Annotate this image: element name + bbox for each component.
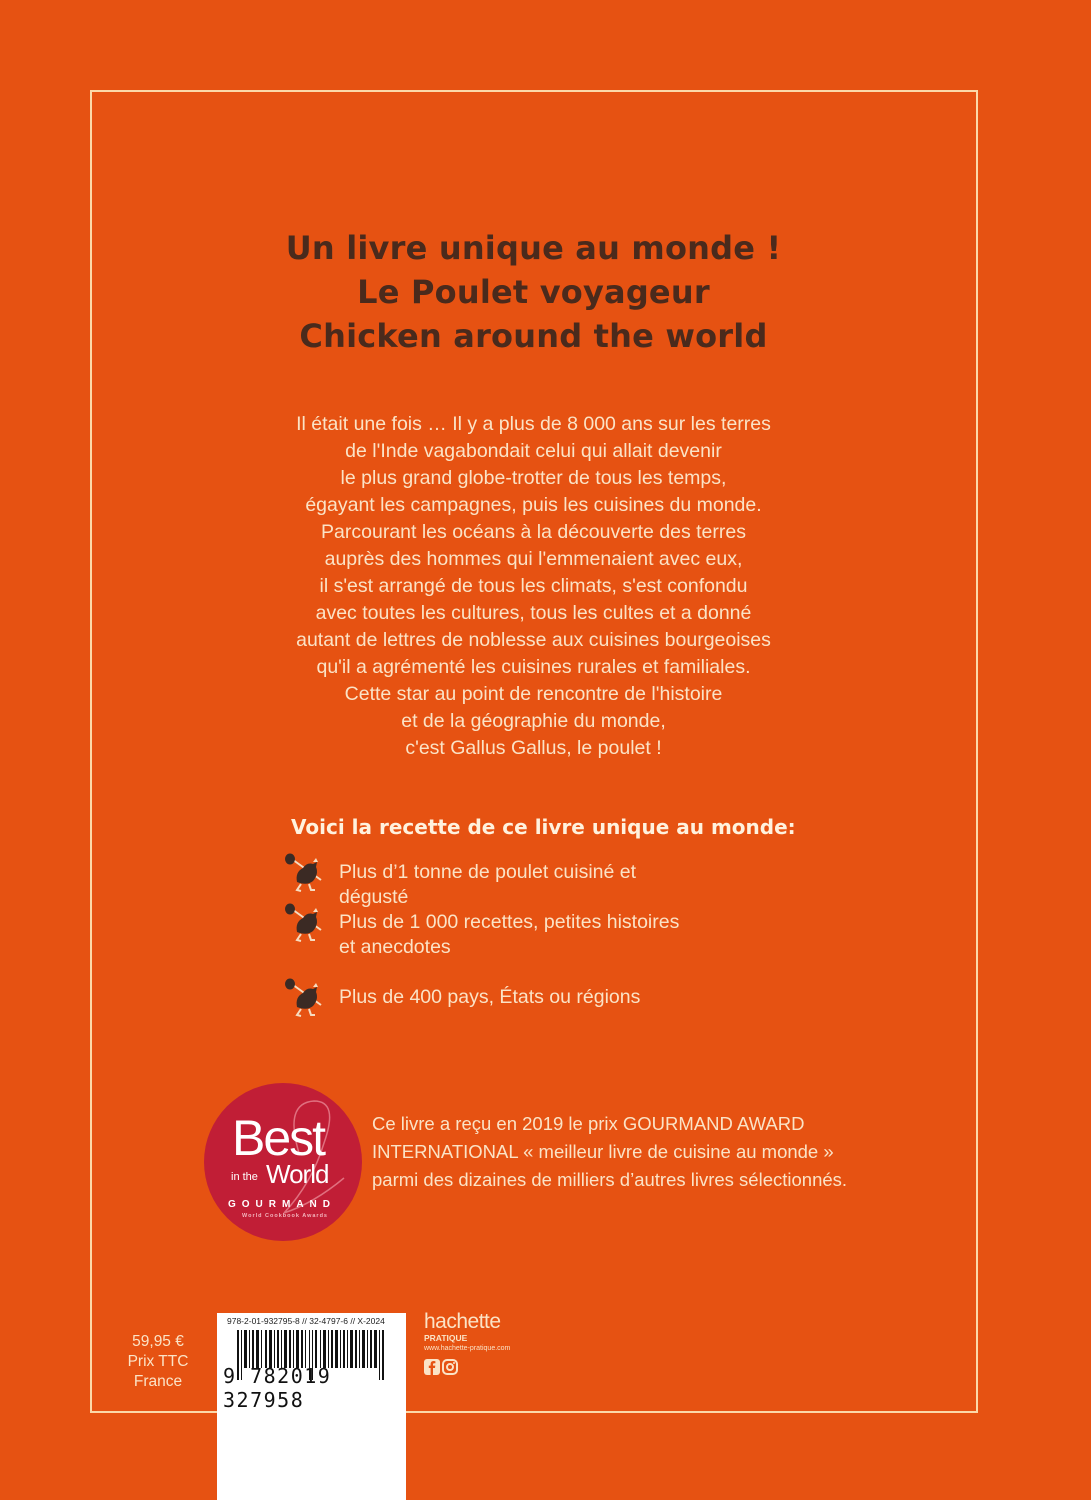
intro-line: Parcourant les océans à la découverte des terres [321,521,746,543]
headline-line-2: Le Poulet voyageur [357,273,710,311]
instagram-icon[interactable] [442,1359,458,1375]
recipe-title: Voici la recette de ce livre unique au monde: [291,815,796,839]
traveling-chicken-icon [283,900,329,946]
isbn-codes: 978-2-01-932795-8 // 32-4797-6 // X-2024 [227,1316,385,1326]
award-line: Ce livre a reçu en 2019 le prix GOURMAND AWARD [372,1113,805,1134]
feature-item [283,900,699,960]
feature-text: Plus d’1 tonne de poulet cuisiné et dégusté [339,861,637,908]
badge-in-the-text: in the [231,1171,258,1183]
intro-line: auprès des hommes qui l'emmenaient avec eux, [324,548,743,570]
award-line: parmi des dizaines de milliers d’autres livres sélectionnés. [372,1169,848,1190]
headline-line-3: Chicken around the world [299,317,768,355]
intro-paragraph [0,411,1091,762]
intro-line: Il était une fois … Il y a plus de 8 000 ans sur les terres [296,413,771,435]
intro-line: égayant les campagnes, puis les cuisines du monde. [305,494,762,516]
badge-world-text: World [266,1159,329,1189]
price-amount: 59,95 € [132,1333,184,1350]
intro-line: autant de lettres de noblesse aux cuisines bourgeoises [296,629,771,651]
feature-text: Plus de 1 000 recettes, petites histoires et anecdotes [339,911,680,958]
facebook-icon[interactable] [424,1359,440,1375]
barcode-box [217,1313,406,1500]
intro-line: qu'il a agrémenté les cuisines rurales et familiales. [316,656,751,678]
publisher-block [424,1311,510,1375]
badge-gourmand-text: GOURMAND [228,1199,336,1210]
traveling-chicken-icon [283,850,329,896]
intro-line: il s'est arrangé de tous les climats, s'est confondu [319,575,748,597]
intro-line: Cette star au point de rencontre de l'histoire [344,683,723,705]
publisher-logo: hachette [424,1310,501,1333]
intro-line: c'est Gallus Gallus, le poulet ! [405,737,662,759]
intro-line: et de la géographie du monde, [401,710,666,732]
intro-line: le plus grand globe-trotter de tous les temps, [340,467,727,489]
headline [0,226,1091,358]
price-block [118,1332,198,1392]
feature-text: Plus de 400 pays, États ou régions [339,986,641,1008]
traveling-chicken-icon [283,975,329,1021]
award-text [372,1110,847,1194]
feature-item [283,975,699,1021]
publisher-url[interactable]: www.hachette-pratique.com [424,1345,511,1352]
intro-line: de l'Inde vagabondait celui qui allait devenir [345,440,722,462]
headline-line-1: Un livre unique au monde ! [285,229,782,267]
award-line: INTERNATIONAL « meilleur livre de cuisine au monde » [372,1141,834,1162]
isbn-digits: 9 782019 327958 [223,1364,332,1412]
intro-line: avec toutes les cultures, tous les cultes et a donné [315,602,752,624]
price-label: Prix TTC [127,1353,189,1370]
badge-best-text: Best [232,1110,325,1166]
price-country: France [133,1373,183,1390]
badge-subtitle-text: World Cookbook Awards [242,1213,328,1219]
publisher-imprint: PRATIQUE [424,1333,468,1343]
social-icons [424,1359,510,1375]
gourmand-award-badge [204,1083,362,1241]
